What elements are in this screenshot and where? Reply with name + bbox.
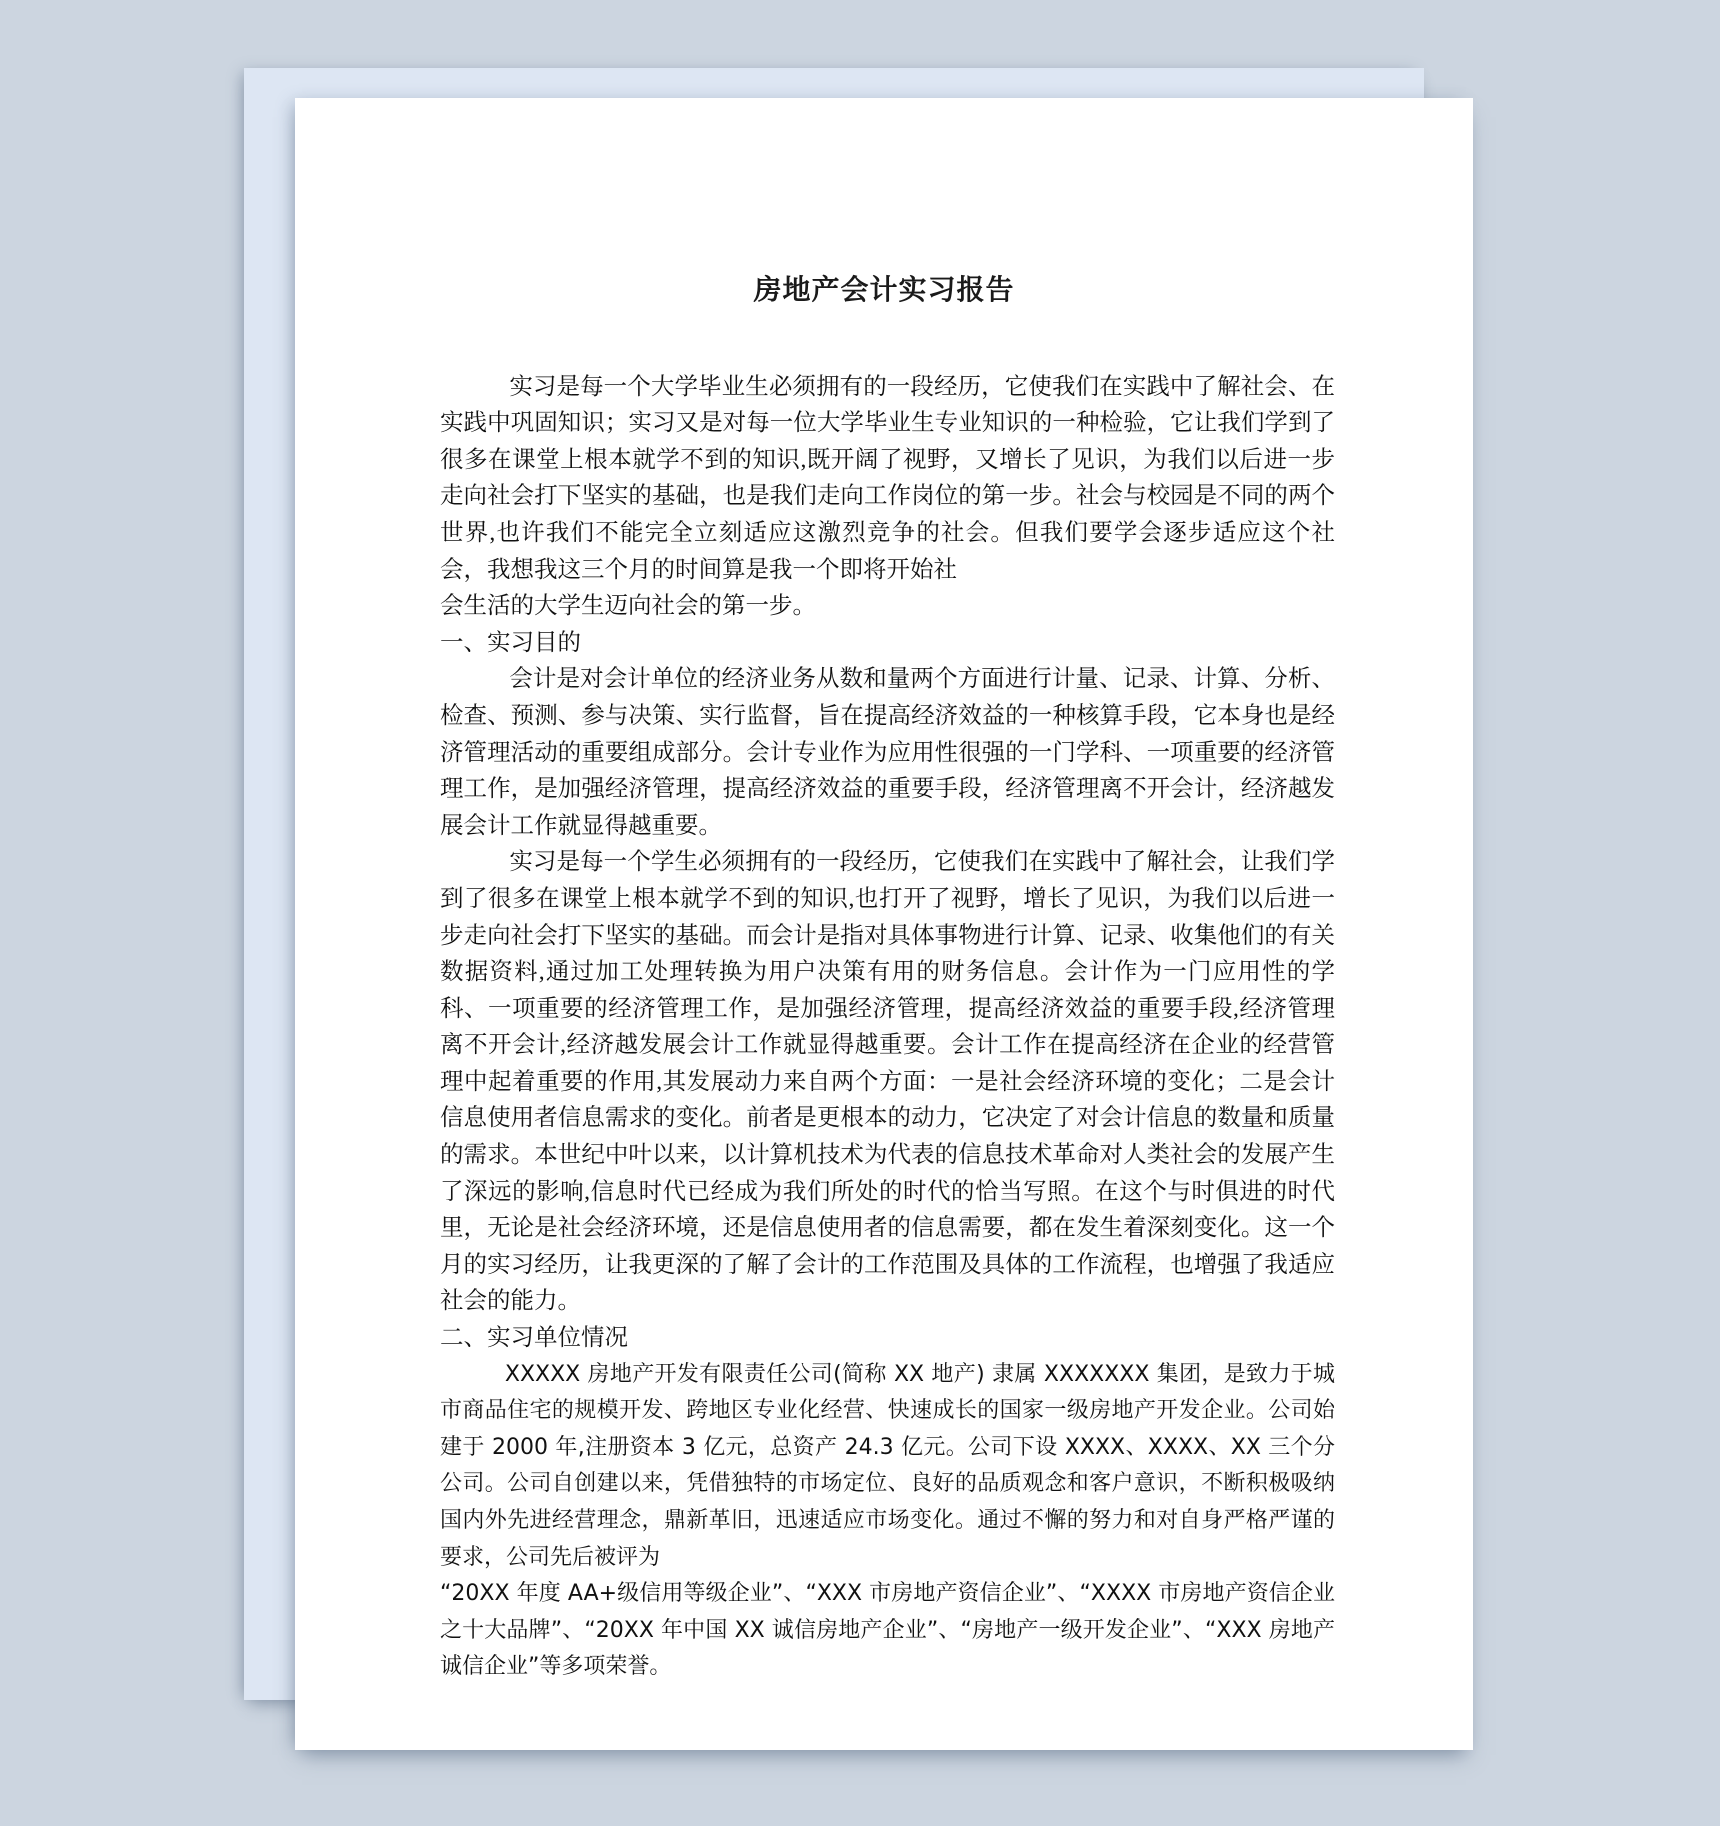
paragraph-purpose-1: 会计是对会计单位的经济业务从数和量两个方面进行计量、记录、计算、分析、检查、预测、参与决策、实行监督，旨在提高经济效益的一种核算手段，它本身也是经济管理活动的重要组成部分。会计专业作为应用性很强的一门学科、一项重要的经济管理工作，是加强经济管理，提高经济效益的重要手段，经济管理离不开会计，经济越发展会计工作就显得越重要。 [440, 666, 1335, 839]
heading-internship-unit: 二、实习单位情况 [440, 1325, 628, 1352]
paragraph-company-profile: XXXXX 房地产开发有限责任公司(简称 XX 地产) 隶属 XXXXXXX 集团，是致力于城市商品住宅的规模开发、跨地区专业化经营、快速成长的国家一级房地产开发企业。公司始建于 2000 年,注册资本 3 亿元，总资产 24.3 亿元。公司下设 XXXX、XXXX、XX 三个分公司。公司自创建以来，凭借独特的市场定位、良好的品质观念和客户意识，不断积极吸纳国内外先进经营理念，鼎新革旧，迅速适应市场变化。通过不懈的努力和对自身严格严谨的要求，公司先后被评为 [440, 1361, 1336, 1570]
page-title: 房地产会计实习报告 [753, 273, 1015, 306]
paragraph-intro-tail: 会生活的大学生迈向社会的第一步。 [440, 593, 816, 620]
paragraph-purpose-2: 实习是每一个学生必须拥有的一段经历，它使我们在实践中了解社会，让我们学到了很多在课堂上根本就学不到的知识,也打开了视野，增长了见识，为我们以后进一步走向社会打下坚实的基础。而会计是指对具体事物进行计算、记录、收集他们的有关数据资料,通过加工处理转换为用户决策有用的财务信息。会计作为一门应用性的学科、一项重要的经济管理工作，是加强经济管理，提高经济效益的重要手段,经济管理离不开会计,经济越发展会计工作就显得越重要。会计工作在提高经济在企业的经营管理中起着重要的作用,其发展动力来自两个方面：一是社会经济环境的变化；二是会计信息使用者信息需求的变化。前者是更根本的动力，它决定了对会计信息的数量和质量的需求。本世纪中叶以来，以计算机技术为代表的信息技术革命对人类社会的发展产生了深远的影响,信息时代已经成为我们所处的时代的恰当写照。在这个与时俱进的时代里，无论是社会经济环境，还是信息使用者的信息需要，都在发生着深刻变化。这一个月的实习经历，让我更深的了解了会计的工作范围及具体的工作流程，也增强了我适应社会的能力。 [440, 849, 1335, 1315]
title-spacer [295, 307, 1473, 369]
document-content [295, 98, 1473, 1750]
document-page [295, 98, 1473, 1750]
paragraph-intro: 实习是每一个大学毕业生必须拥有的一段经历，它使我们在实践中了解社会、在实践中巩固知识；实习又是对每一位大学毕业生专业知识的一种检验，它让我们学到了很多在课堂上根本就学不到的知识,既开阔了视野，又增长了见识，为我们以后进一步走向社会打下坚实的基础，也是我们走向工作岗位的第一步。社会与校园是不同的两个世界,也许我们不能完全立刻适应这激烈竞争的社会。但我们要学会逐步适应这个社会，我想我这三个月的时间算是我一个即将开始社 [440, 373, 1335, 583]
heading-internship-purpose: 一、实习目的 [440, 629, 581, 656]
paragraph-company-awards: “20XX 年度 AA+级信用等级企业”、“XXX 市房地产资信企业”、“XXXX 市房地产资信企业之十大品牌”、“20XX 年中国 XX 诚信房地产企业”、“房地产一级开发企业”、“XXX 房地产诚信企业”等多项荣誉。 [440, 1581, 1335, 1680]
document-body [295, 369, 1473, 1686]
